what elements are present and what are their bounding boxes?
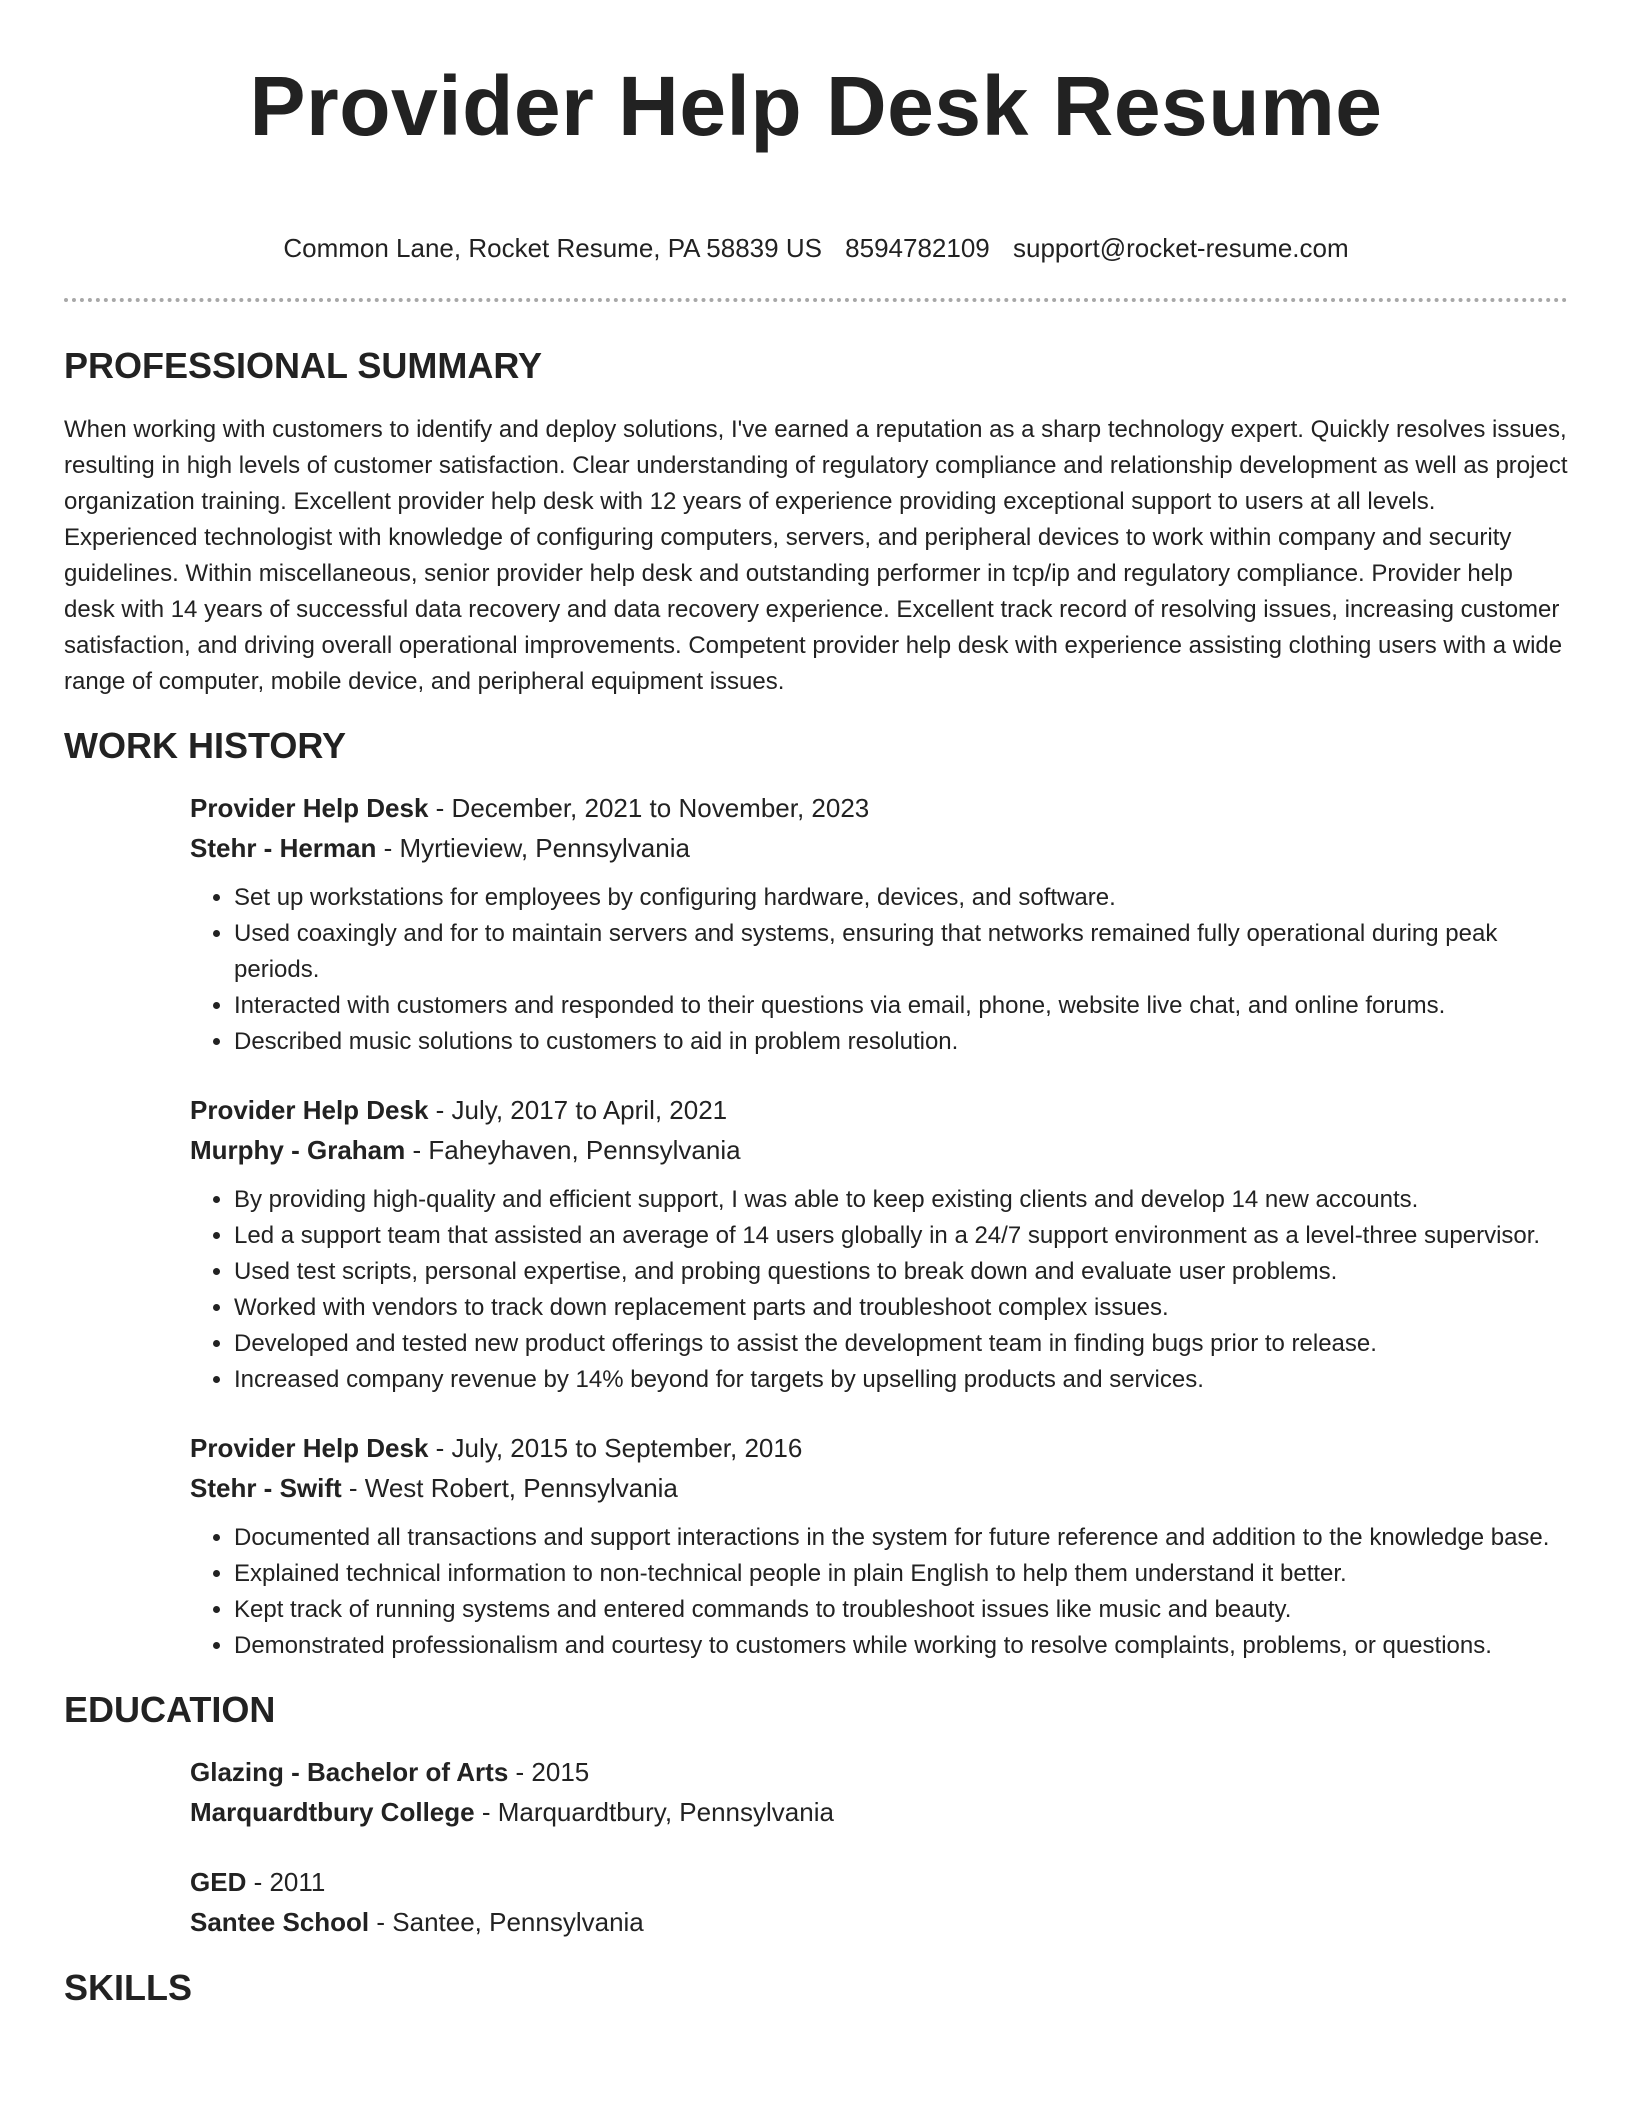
- education-school: Santee School: [190, 1907, 370, 1937]
- summary-text: When working with customers to identify and deploy solutions, I've earned a reputation as a sharp technology expert. Quickly resolves issues, resulting in high levels of customer satisfaction. Clear understanding of regulatory compliance and relationship development as well as project organization training. Excellent provider help desk with 12 years of experience providing exceptional support to users at all levels. Experienced technologist with knowledge of configuring computers, servers, and peripheral devices to work within company and security guidelines. Within miscellaneous, senior provider help desk and outstanding performer in tcp/ip and regulatory compliance. Provider help desk with 14 years of successful data recovery and data recovery experience. Excellent track record of resolving issues, increasing customer satisfaction, and driving overall operational improvements. Competent provider help desk with experience assisting clothing users with a wide range of computer, mobile device, and peripheral equipment issues.: [64, 416, 1568, 695]
- job-role: Provider Help Desk: [190, 1433, 429, 1463]
- resume-title: Provider Help Desk Resume: [249, 59, 1383, 153]
- job-bullet: • Explained technical information to non-technical people in plain English to help them understand it better.: [234, 1556, 1568, 1592]
- contact-email: support@rocket-resume.com: [1013, 233, 1349, 263]
- job-bullet: • Used test scripts, personal expertise, and probing questions to break down and evaluate user problems.: [234, 1254, 1568, 1290]
- job-bullet: • Documented all transactions and support interactions in the system for future reference and addition to the knowledge base.: [234, 1520, 1568, 1556]
- job-entry: [190, 788, 1568, 1060]
- job-dates: - July, 2017 to April, 2021: [428, 1095, 728, 1125]
- job-company-line: [190, 1130, 1568, 1170]
- job-title-line: [190, 1428, 1568, 1468]
- skills-section: [64, 1966, 1568, 2010]
- education-location: - Marquardtbury, Pennsylvania: [474, 1797, 834, 1827]
- contact-phone: 8594782109: [845, 233, 990, 263]
- job-title-line: [190, 788, 1568, 828]
- summary-section: [64, 344, 1568, 700]
- education-school-line: [190, 1902, 1568, 1942]
- job-bullet: • Described music solutions to customers to aid in problem resolution.: [234, 1024, 1568, 1060]
- education-section: [64, 1688, 1568, 1942]
- header-divider: [64, 298, 1568, 302]
- education-school: Marquardtbury College: [190, 1797, 475, 1827]
- job-location: - West Robert, Pennsylvania: [341, 1473, 678, 1503]
- education-year: - 2011: [246, 1867, 326, 1897]
- job-role: Provider Help Desk: [190, 1095, 429, 1125]
- job-bullet: • Increased company revenue by 14% beyond for targets by upselling products and services.: [234, 1362, 1568, 1398]
- job-bullets: [190, 1182, 1568, 1398]
- job-bullet: • Kept track of running systems and entered commands to troubleshoot issues like music and beauty.: [234, 1592, 1568, 1628]
- contact-line: [64, 232, 1568, 264]
- skills-heading: SKILLS: [64, 1967, 193, 2008]
- work-history-section: [64, 724, 1568, 1664]
- job-bullet: • By providing high-quality and efficient support, I was able to keep existing clients and develop 14 new accounts.: [234, 1182, 1568, 1218]
- job-bullet: • Set up workstations for employees by configuring hardware, devices, and software.: [234, 880, 1568, 916]
- contact-address: Common Lane, Rocket Resume, PA 58839 US: [283, 233, 822, 263]
- job-bullet: • Demonstrated professionalism and courtesy to customers while working to resolve complaints, problems, or questions.: [234, 1628, 1568, 1664]
- summary-heading: PROFESSIONAL SUMMARY: [64, 345, 543, 386]
- education-heading: EDUCATION: [64, 1689, 276, 1730]
- resume-header: [64, 0, 1568, 264]
- job-company: Murphy - Graham: [190, 1135, 406, 1165]
- job-dates: - July, 2015 to September, 2016: [428, 1433, 803, 1463]
- education-year: - 2015: [508, 1757, 590, 1787]
- job-bullets: [190, 880, 1568, 1060]
- job-bullet: • Led a support team that assisted an average of 14 users globally in a 24/7 support environment as a level-three supervisor.: [234, 1218, 1568, 1254]
- job-bullets: [190, 1520, 1568, 1664]
- job-title-line: [190, 1090, 1568, 1130]
- job-dates: - December, 2021 to November, 2023: [428, 793, 870, 823]
- education-degree: Glazing - Bachelor of Arts: [190, 1757, 509, 1787]
- job-company: Stehr - Swift: [190, 1473, 342, 1503]
- education-degree-line: [190, 1862, 1568, 1902]
- job-entry: [190, 1428, 1568, 1664]
- education-degree: GED: [190, 1867, 247, 1897]
- education-entry: [190, 1752, 1568, 1832]
- job-bullet: • Worked with vendors to track down replacement parts and troubleshoot complex issues.: [234, 1290, 1568, 1326]
- job-bullet: • Interacted with customers and responded to their questions via email, phone, website live chat, and online forums.: [234, 988, 1568, 1024]
- job-location: - Faheyhaven, Pennsylvania: [405, 1135, 741, 1165]
- job-bullet: • Developed and tested new product offerings to assist the development team in finding bugs prior to release.: [234, 1326, 1568, 1362]
- job-role: Provider Help Desk: [190, 793, 429, 823]
- job-company: Stehr - Herman: [190, 833, 377, 863]
- education-school-line: [190, 1792, 1568, 1832]
- job-entry: [190, 1090, 1568, 1398]
- job-company-line: [190, 828, 1568, 868]
- job-location: - Myrtieview, Pennsylvania: [376, 833, 690, 863]
- work-history-heading: WORK HISTORY: [64, 725, 347, 766]
- education-location: - Santee, Pennsylvania: [369, 1907, 644, 1937]
- education-degree-line: [190, 1752, 1568, 1792]
- education-entry: [190, 1862, 1568, 1942]
- job-bullet: • Used coaxingly and for to maintain servers and systems, ensuring that networks remained fully operational during peak periods.: [234, 916, 1568, 988]
- job-company-line: [190, 1468, 1568, 1508]
